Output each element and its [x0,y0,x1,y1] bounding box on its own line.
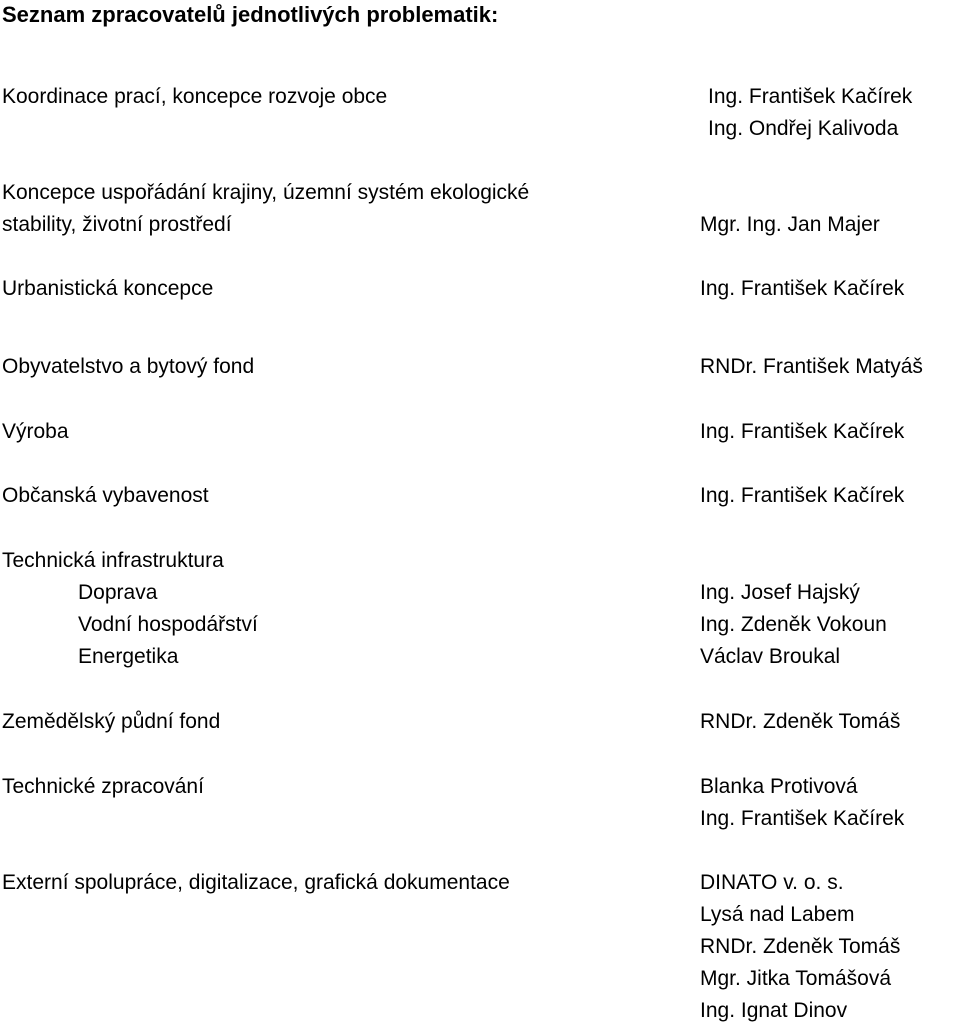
subtopic-line: Vodní hospodářství [78,613,258,636]
topic-line: Výroba [2,420,69,443]
people [700,416,904,448]
topic-line: Externí spolupráce, digitalizace, grafická dokumentace [2,871,510,894]
topic [2,81,387,113]
topic [2,480,209,512]
topic [2,545,258,673]
people [700,706,900,738]
people [700,771,904,835]
topic [2,771,204,803]
people [700,209,880,241]
person-name: Ing. František Kačírek [700,277,905,300]
person-name: Ing. Josef Hajský [700,581,860,604]
person-name: Ing. Ignat Dinov [700,999,848,1022]
topic [2,177,529,241]
topic-line: Technické zpracování [2,775,204,798]
topic [2,867,510,899]
people [700,273,904,305]
topic-line: Zemědělský půdní fond [2,710,221,733]
people [700,480,904,512]
topic [2,416,69,448]
topic [2,706,220,738]
topic-line: Občanská vybavenost [2,484,209,507]
topic-line: Urbanistická koncepce [2,277,214,300]
person-name: Lysá nad Labem [700,903,855,926]
person-name: Ing. František Kačírek [700,807,905,830]
person-name: Blanka Protivová [700,775,858,798]
topic-line: Obyvatelstvo a bytový fond [2,355,255,378]
topic-line: Koordinace prací, koncepce rozvoje obce [2,85,388,108]
subtopic-line: Doprava [78,581,158,604]
topic-line: Koncepce uspořádání krajiny, územní systém ekologické [2,181,530,204]
subtopic-line: Energetika [78,645,179,668]
person-name: DINATO v. o. s. [700,871,844,894]
person-name: Ing. Ondřej Kalivoda [708,117,899,140]
topic-line: stability, životní prostředí [2,213,232,236]
person-name: RNDr. František Matyáš [700,355,923,378]
people [708,81,912,145]
topic-line: Technická infrastruktura [2,549,224,572]
people [700,577,887,673]
person-name: Mgr. Jitka Tomášová [700,967,892,990]
person-name: RNDr. Zdeněk Tomáš [700,710,901,733]
topic [2,351,254,383]
person-name: Ing. Zdeněk Vokoun [700,613,887,636]
people [700,351,923,383]
person-name: RNDr. Zdeněk Tomáš [700,935,901,958]
person-name: Ing. František Kačírek [708,85,913,108]
people [700,867,900,1027]
person-name: Václav Broukal [700,645,841,668]
document-title: Seznam zpracovatelů jednotlivých problematik: [2,2,499,27]
person-name: Ing. František Kačírek [700,420,905,443]
topic [2,273,213,305]
person-name: Ing. František Kačírek [700,484,905,507]
person-name: Mgr. Ing. Jan Majer [700,213,880,236]
